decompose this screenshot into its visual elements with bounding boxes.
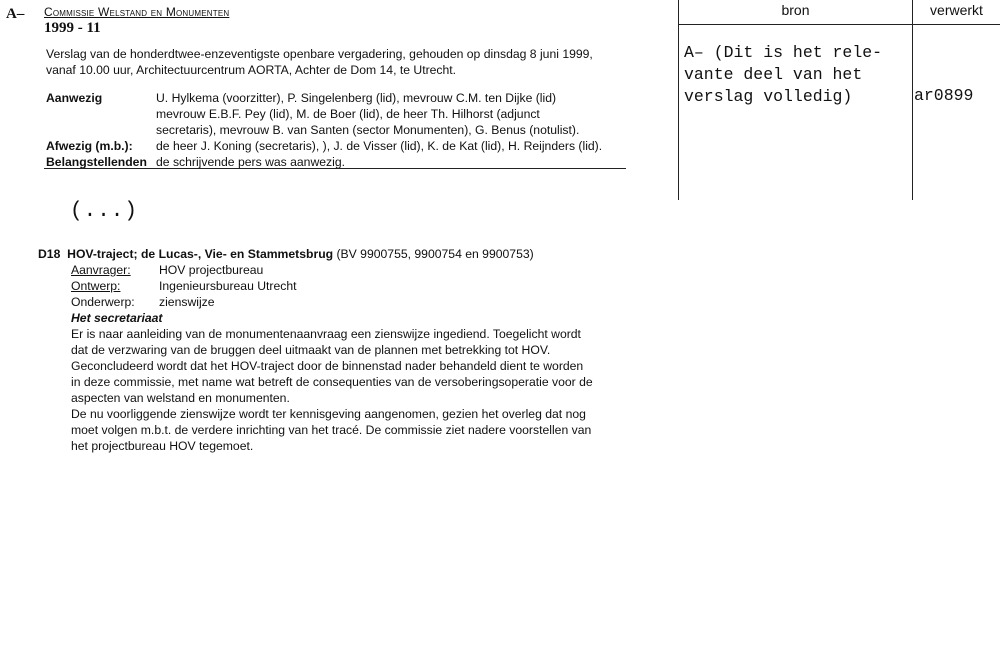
field-value-applicant: HOV projectbureau — [159, 263, 264, 277]
table-header-divider — [678, 24, 1000, 25]
attendance-block — [46, 90, 626, 188]
item-field — [71, 294, 628, 310]
field-label-subject: Onderwerp: — [71, 295, 135, 309]
absent-list: de heer J. Koning (secretaris), ), J. de Visser (lid), K. de Kat (lid), H. Reijnders (lid). — [156, 139, 603, 153]
item-refs: (BV 9900755, 9900754 en 9900753) — [336, 247, 534, 261]
body-line: Geconcludeerd wordt dat het HOV-traject door de binnenstad nader behandeld dient te worden — [71, 359, 584, 373]
item-field — [71, 278, 628, 294]
present-line: U. Hylkema (voorzitter), P. Singelenberg (lid), mevrouw C.M. ten Dijke (lid) — [156, 91, 557, 105]
meeting-intro — [46, 46, 626, 188]
item-subheading: Het secretariaat — [71, 311, 163, 325]
present-list — [156, 90, 626, 138]
body-line: aspecten van welstand en monumenten. — [71, 391, 290, 405]
field-label-applicant: Aanvrager: — [71, 263, 131, 277]
item-title: HOV-traject; de Lucas-, Vie- en Stammetsbrug — [67, 247, 334, 261]
intro-line: Verslag van de honderdtwee-enzeventigste openbare vergadering, gehouden op dinsdag 8 juni 1999, — [46, 47, 593, 61]
section-divider — [44, 168, 626, 169]
item-field — [71, 262, 628, 278]
body-line: moet volgen m.b.t. de verdere inrichting van het tracé. De commissie ziet nadere voorstellen van — [71, 423, 592, 437]
interested-label: Belangstellenden — [46, 155, 147, 169]
body-line: het projectbureau HOV tegemoet. — [71, 439, 254, 453]
commission-name: Commissie Welstand en Monumenten — [44, 5, 230, 19]
present-line: mevrouw E.B.F. Pey (lid), M. de Boer (lid), de heer Th. Hilhorst (adjunct — [156, 107, 540, 121]
field-label-design: Ontwerp: — [71, 279, 121, 293]
agenda-item — [38, 246, 628, 454]
column-header-source: bron — [781, 2, 810, 18]
present-line: secretaris), mevrouw B. van Santen (sector Monumenten), G. Benus (notulist). — [156, 123, 580, 137]
item-details — [38, 262, 628, 454]
item-code: D18 — [38, 247, 61, 261]
meeting-number: 1999 - 11 — [44, 20, 101, 36]
intro-line: vanaf 10.00 uur, Architectuurcentrum AORTA, Achter de Dom 14, te Utrecht. — [46, 63, 457, 77]
field-value-design: Ingenieursbureau Utrecht — [159, 279, 297, 293]
table-border-middle — [912, 0, 913, 200]
body-line: dat de verzwaring van de bruggen deel uitmaakt van de plannen met betrekking tot HOV. — [71, 343, 551, 357]
agenda-item-heading — [38, 246, 628, 262]
item-body — [71, 326, 628, 454]
table-border-left — [678, 0, 679, 200]
source-note: A– (Dit is het rele- vante deel van het verslag volledig) — [684, 43, 883, 106]
body-line: Er is naar aanleiding van de monumentenaanvraag een zienswijze ingediend. Toegelicht wordt — [71, 327, 581, 341]
column-header-processed: verwerkt — [930, 2, 983, 18]
processed-code: ar0899 — [914, 86, 974, 105]
body-line: De nu voorliggende zienswijze wordt ter kennisgeving aangenomen, gezien het overleg dat nog — [71, 407, 586, 421]
omission-mark: (...) — [70, 200, 139, 223]
absent-label: Afwezig (m.b.): — [46, 139, 133, 153]
present-label: Aanwezig — [46, 91, 103, 105]
interested-text: de schrijvende pers was aanwezig. — [156, 155, 346, 169]
body-line: in deze commissie, met name wat betreft de consequenties van de versoberingsoperatie voor de — [71, 375, 593, 389]
document-marker: A– — [6, 6, 25, 22]
field-value-subject: zienswijze — [159, 295, 215, 309]
